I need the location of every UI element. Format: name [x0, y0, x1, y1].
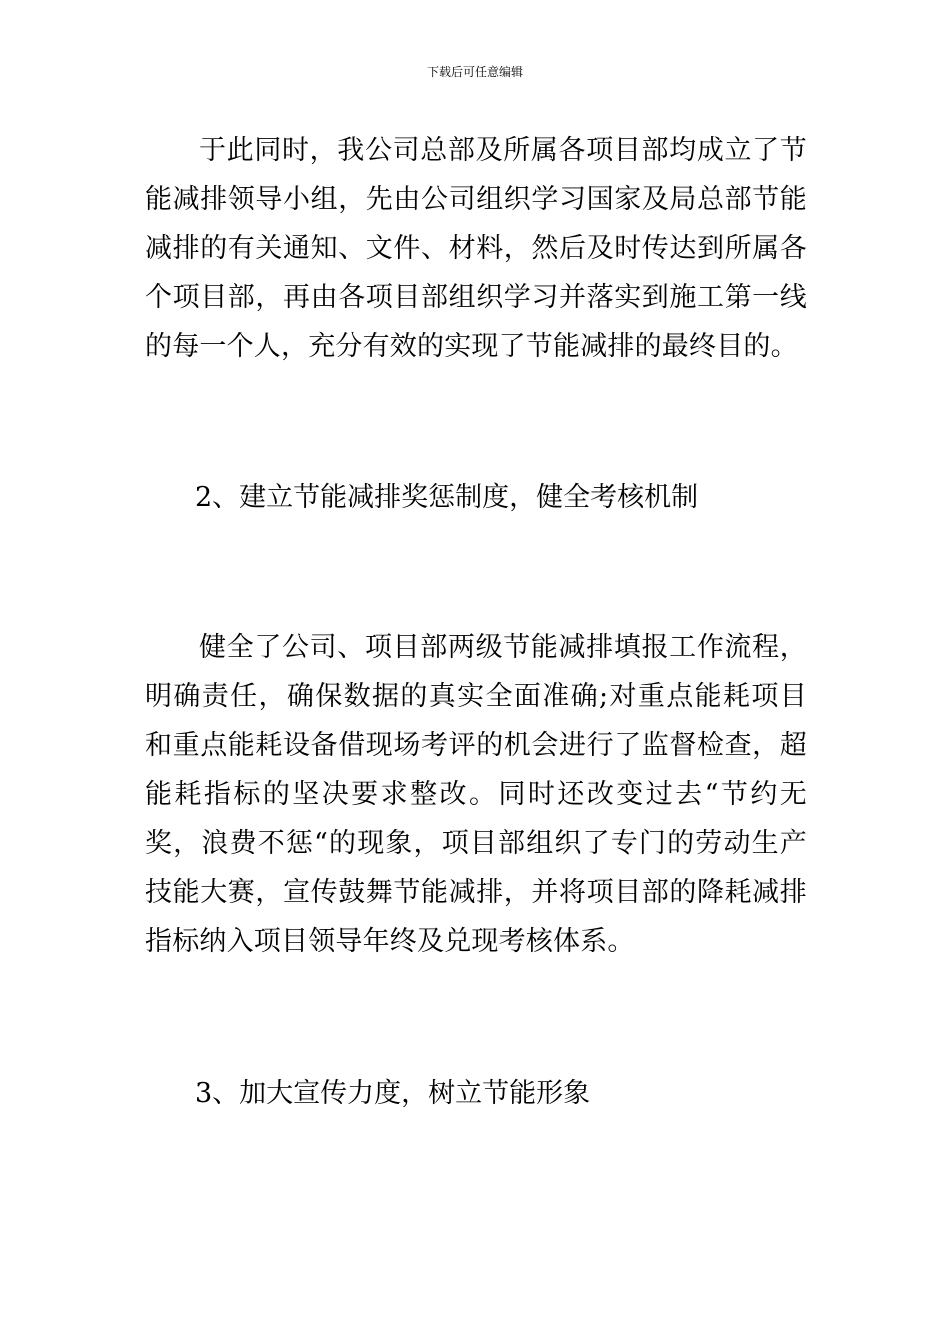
section-heading-2: 2、建立节能减排奖惩制度，健全考核机制	[195, 482, 699, 513]
page-header: 下载后可任意编辑	[426, 65, 523, 79]
body-paragraph-1: 于此同时，我公司总部及所属各项目部均成立了节能减排领导小组，先由公司组织学习国家及局总部节能减排的有关通知、文件、材料，然后及时传达到所属各个项目部，再由各项目部组织学习并落实到施工第一线的每一个人，充分有效的实现了节能减排的最终目的。	[145, 135, 807, 362]
body-paragraph-2: 健全了公司、项目部两级节能减排填报工作流程，明确责任，确保数据的真实全面准确;对重点能耗项目和重点能耗设备借现场考评的机会进行了监督检查，超能耗指标的坚决要求整改。同时还改变过去“节约无奖，浪费不惩“的现象，项目部组织了专门的劳动生产技能大赛，宣传鼓舞节能减排，并将项目部的降耗减排指标纳入项目领导年终及兑现考核体系。	[145, 632, 807, 957]
section-heading-3: 3、加大宣传力度，树立节能形象	[195, 1078, 591, 1109]
